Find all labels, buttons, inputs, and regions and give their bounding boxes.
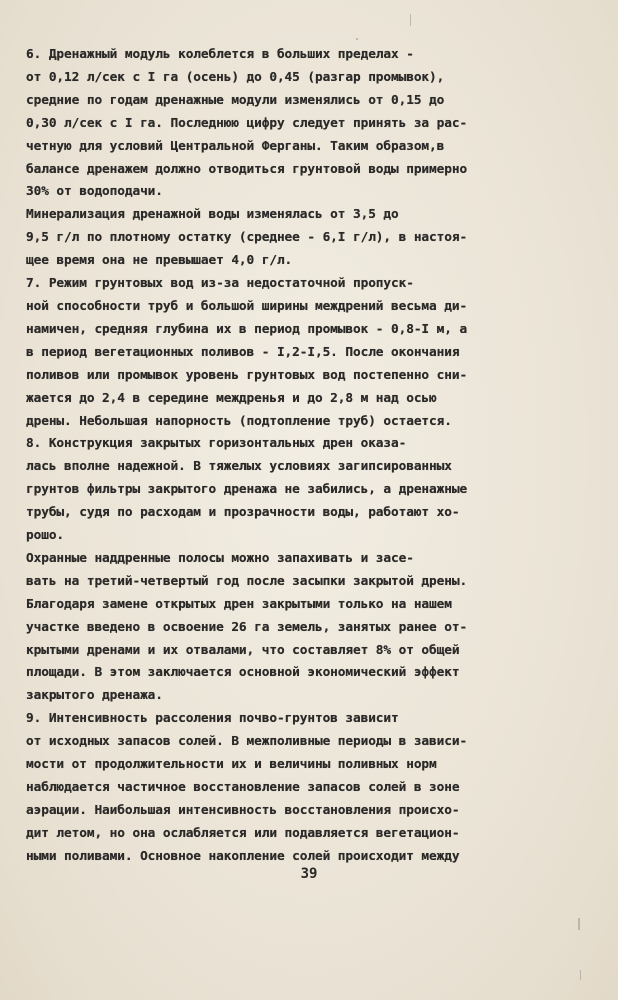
text-line: в период вегетационных поливов - I,2-I,5. После окончания [26,344,460,360]
text-line: трубы, судя по расходам и прозрачности воды, работают хо- [26,505,460,521]
text-line: грунтов фильтры закрытого дренажа не забились, а дренажные [26,482,468,498]
text-line: 30% от водоподачи. [26,184,163,200]
text-line: дрены. Небольшая напорность (подтопление труб) остается. [26,413,452,429]
text-line: поливов или промывок уровень грунтовых вод постепенно сни- [26,367,468,383]
text-line: аэрации. Наибольшая интенсивность восстановления происхо- [26,802,460,818]
page-number: 39 [300,866,318,882]
text-line: от исходных запасов солей. В межполивные периоды в зависи- [26,734,468,750]
text-line: участке введено в освоение 26 га земель, занятых ранее от- [26,619,468,635]
text-line: закрытого дренажа. [26,688,163,704]
paper-mark [580,970,581,980]
text-line: рошо. [26,528,65,544]
paper-mark [578,918,580,930]
text-line: ной способности труб и большой ширины междрений весьма ди- [26,298,468,314]
text-line: площади. В этом заключается основной экономический эффект [26,665,460,681]
text-line: крытыми дренами и их отвалами, что составляет 8% от общей [26,642,460,658]
text-line: лась вполне надежной. В тяжелых условиях загипсированных [26,459,452,475]
text-line: 9. Интенсивность рассоления почво-грунтов зависит [26,711,399,727]
text-line: Благодаря замене открытых дрен закрытыми только на нашем [26,596,452,612]
text-line: средние по годам дренажные модули изменялись от 0,15 до [26,92,445,108]
text-line: жается до 2,4 в середине междренья и до 2,8 м над осью [26,390,437,406]
text-line: 7. Режим грунтовых вод из-за недостаточной пропуск- [26,276,414,292]
text-line: мости от продолжительности их и величины поливных норм [26,757,437,773]
text-line: Минерализация дренажной воды изменялась от 3,5 до [26,207,399,223]
text-line: 9,5 г/л по плотному остатку (среднее - 6,I г/л), в настоя- [26,230,468,246]
text-line: вать на третий-четвертый год после засыпки закрытой дрены. [26,573,468,589]
text-line: ными поливами. Основное накопление солей происходит между [26,848,460,864]
text-line: от 0,12 л/сек с I га (осень) до 0,45 (разгар промывок), [26,69,445,85]
text-line: 6. Дренажный модуль колеблется в больших пределах - [26,47,414,62]
text-line: 0,30 л/сек с I га. Последнюю цифру следует принять за рас- [26,115,468,131]
paper-mark [356,38,358,40]
text-line: щее время она не превышает 4,0 г/л. [26,253,293,269]
body-text [26,44,526,869]
text-line: намичен, средняя глубина их в период промывок - 0,8-I м, а [26,321,468,337]
text-line: наблюдается частичное восстановление запасов солей в зоне [26,780,460,795]
text-line: Охранные наддренные полосы можно запахивать и засе- [26,550,414,566]
text-line: дит летом, но она ослабляется или подавляется вегетацион- [26,825,460,841]
text-line: балансе дренажем должно отводиться грунтовой воды примерно [26,161,468,177]
paper-mark [410,14,411,26]
text-line: четную для условий Центральной Ферганы. Таким образом,в [26,138,445,154]
text-line: 8. Конструкция закрытых горизонтальных дрен оказа- [26,436,407,452]
